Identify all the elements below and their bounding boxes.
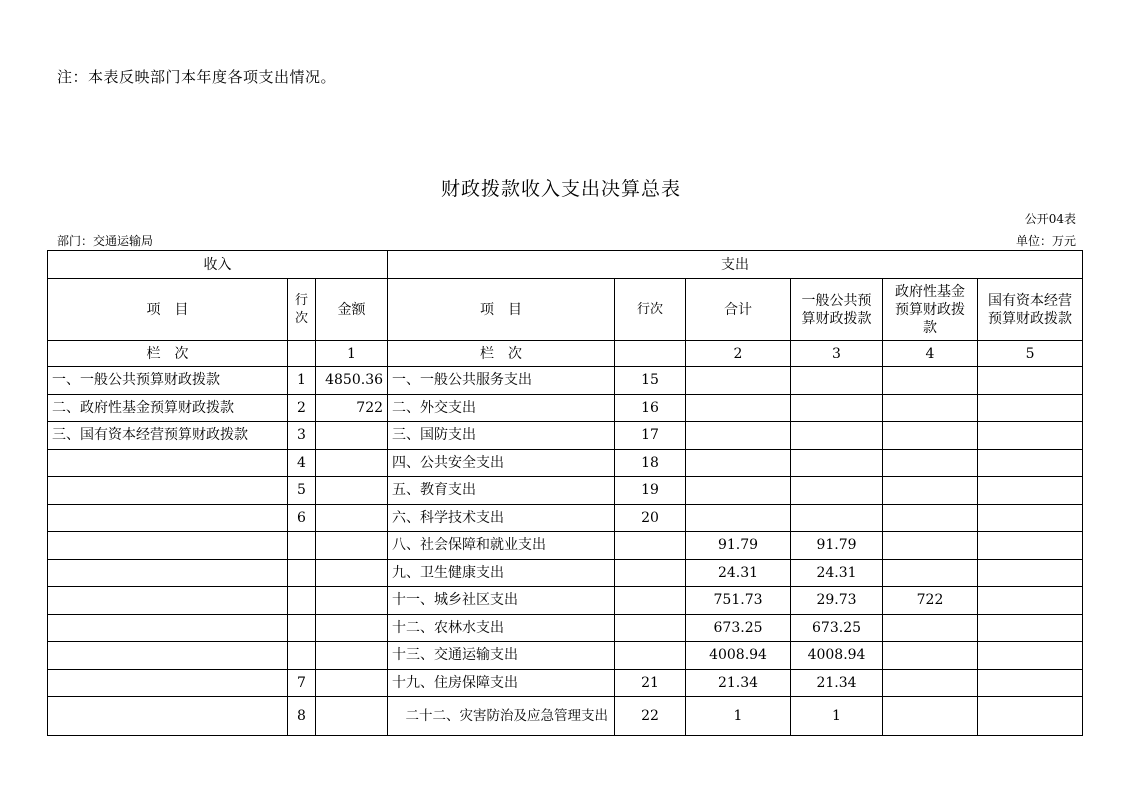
- expense-row-cell: 15: [615, 367, 686, 395]
- income-item-cell: [48, 642, 288, 670]
- total-cell: [686, 504, 791, 532]
- expense-item-text: 二十二、灾害防治及应急管理支出: [405, 707, 609, 724]
- state-capital-cell: [978, 669, 1083, 697]
- general-budget-cell: 91.79: [791, 532, 883, 560]
- table-row: [48, 642, 1083, 670]
- column-index-label: 栏 次: [48, 341, 288, 367]
- total-cell: [686, 422, 791, 450]
- general-budget-cell: 4008.94: [791, 642, 883, 670]
- expense-row-cell: 17: [615, 422, 686, 450]
- total-cell: [686, 449, 791, 477]
- general-budget-header: 一般公共预算财政拨款: [791, 279, 883, 341]
- state-capital-cell: [978, 532, 1083, 560]
- gov-fund-header: 政府性基金预算财政拨款: [883, 279, 978, 341]
- expense-row-cell: 16: [615, 394, 686, 422]
- gov-fund-cell: [883, 394, 978, 422]
- income-amount-cell: [316, 614, 388, 642]
- state-capital-cell: [978, 697, 1083, 736]
- expense-item-cell: 三、国防支出: [388, 422, 615, 450]
- total-cell: 1: [686, 697, 791, 736]
- state-capital-cell: [978, 367, 1083, 395]
- income-amount-cell: [316, 477, 388, 505]
- income-row-cell: 6: [288, 504, 316, 532]
- income-row-no-header: 行次: [288, 279, 316, 341]
- expense-row-cell: [615, 587, 686, 615]
- income-amount-cell: 722: [316, 394, 388, 422]
- table-body: [48, 367, 1083, 736]
- income-amount-header: 金额: [316, 279, 388, 341]
- table-row: [48, 697, 1083, 736]
- table-row: [48, 394, 1083, 422]
- total-cell: 24.31: [686, 559, 791, 587]
- expense-row-cell: 22: [615, 697, 686, 736]
- total-cell: 91.79: [686, 532, 791, 560]
- general-budget-cell: [791, 449, 883, 477]
- table-row: [48, 477, 1083, 505]
- total-cell: 751.73: [686, 587, 791, 615]
- expense-row-cell: 20: [615, 504, 686, 532]
- expense-row-cell: [615, 614, 686, 642]
- income-item-cell: 一、一般公共预算财政拨款: [48, 367, 288, 395]
- gov-fund-cell: [883, 697, 978, 736]
- page-title: 财政拨款收入支出决算总表: [440, 178, 681, 200]
- table-row: [48, 559, 1083, 587]
- expense-item-cell: 九、卫生健康支出: [388, 559, 615, 587]
- general-budget-cell: [791, 477, 883, 505]
- total-cell: [686, 477, 791, 505]
- total-cell: [686, 367, 791, 395]
- gov-fund-cell: [883, 532, 978, 560]
- state-capital-cell: [978, 504, 1083, 532]
- state-capital-cell: [978, 587, 1083, 615]
- expense-item-cell: [388, 697, 615, 736]
- income-amount-cell: [316, 559, 388, 587]
- income-row-cell: 5: [288, 477, 316, 505]
- form-number: 公开04表: [1024, 212, 1076, 226]
- column-index-label: 栏 次: [388, 341, 615, 367]
- table-row: [48, 587, 1083, 615]
- income-item-cell: [48, 449, 288, 477]
- income-row-cell: 7: [288, 669, 316, 697]
- income-item-cell: 二、政府性基金预算财政拨款: [48, 394, 288, 422]
- total-cell: 673.25: [686, 614, 791, 642]
- expense-item-cell: 十九、住房保障支出: [388, 669, 615, 697]
- table-row: [48, 504, 1083, 532]
- income-item-cell: [48, 697, 288, 736]
- income-row-cell: [288, 532, 316, 560]
- column-index-cell: 2: [686, 341, 791, 367]
- general-budget-cell: [791, 504, 883, 532]
- income-row-cell: 8: [288, 697, 316, 736]
- expense-item-cell: 五、教育支出: [388, 477, 615, 505]
- state-capital-header: 国有资本经营预算财政拨款: [978, 279, 1083, 341]
- income-item-cell: [48, 669, 288, 697]
- income-item-cell: [48, 614, 288, 642]
- column-index-cell: [288, 341, 316, 367]
- gov-fund-cell: [883, 642, 978, 670]
- unit-label: 单位：万元: [1015, 234, 1076, 248]
- expense-row-cell: [615, 559, 686, 587]
- gov-fund-cell: [883, 504, 978, 532]
- gov-fund-cell: [883, 669, 978, 697]
- income-row-cell: 3: [288, 422, 316, 450]
- income-item-cell: [48, 504, 288, 532]
- general-budget-cell: 24.31: [791, 559, 883, 587]
- income-amount-cell: [316, 587, 388, 615]
- state-capital-cell: [978, 559, 1083, 587]
- total-header: 合计: [686, 279, 791, 341]
- total-cell: 21.34: [686, 669, 791, 697]
- general-budget-cell: 1: [791, 697, 883, 736]
- expense-item-header: 项 目: [388, 279, 615, 341]
- expense-item-cell: 二、外交支出: [388, 394, 615, 422]
- department-label: 部门：交通运输局: [57, 234, 154, 248]
- column-index-cell: 1: [316, 341, 388, 367]
- income-row-cell: [288, 614, 316, 642]
- column-index-cell: 5: [978, 341, 1083, 367]
- total-cell: [686, 394, 791, 422]
- state-capital-cell: [978, 422, 1083, 450]
- table-row: [48, 532, 1083, 560]
- general-budget-cell: 21.34: [791, 669, 883, 697]
- income-item-cell: [48, 477, 288, 505]
- expense-item-cell: 六、科学技术支出: [388, 504, 615, 532]
- income-row-cell: 1: [288, 367, 316, 395]
- income-section-header: 收入: [48, 251, 388, 279]
- gov-fund-cell: [883, 614, 978, 642]
- state-capital-cell: [978, 614, 1083, 642]
- gov-fund-cell: [883, 559, 978, 587]
- table-row: [48, 449, 1083, 477]
- income-item-cell: 三、国有资本经营预算财政拨款: [48, 422, 288, 450]
- total-cell: 4008.94: [686, 642, 791, 670]
- income-amount-cell: [316, 449, 388, 477]
- income-amount-cell: [316, 697, 388, 736]
- table-row: [48, 367, 1083, 395]
- general-budget-cell: [791, 394, 883, 422]
- expense-row-cell: [615, 532, 686, 560]
- budget-table: [47, 250, 1083, 736]
- expense-row-no-header: 行次: [615, 279, 686, 341]
- income-amount-cell: [316, 504, 388, 532]
- expense-item-cell: 八、社会保障和就业支出: [388, 532, 615, 560]
- income-row-cell: [288, 587, 316, 615]
- expense-row-cell: 21: [615, 669, 686, 697]
- income-row-cell: [288, 642, 316, 670]
- expense-item-cell: 十二、农林水支出: [388, 614, 615, 642]
- general-budget-cell: 673.25: [791, 614, 883, 642]
- expense-item-cell: 十一、城乡社区支出: [388, 587, 615, 615]
- state-capital-cell: [978, 394, 1083, 422]
- expense-row-cell: 19: [615, 477, 686, 505]
- income-item-header: 项 目: [48, 279, 288, 341]
- expense-row-cell: [615, 642, 686, 670]
- income-amount-cell: [316, 532, 388, 560]
- gov-fund-cell: 722: [883, 587, 978, 615]
- column-index-cell: 4: [883, 341, 978, 367]
- footnote: 注：本表反映部门本年度各项支出情况。: [57, 68, 337, 86]
- income-amount-cell: [316, 669, 388, 697]
- table-row: [48, 422, 1083, 450]
- expense-item-cell: 四、公共安全支出: [388, 449, 615, 477]
- income-row-cell: [288, 559, 316, 587]
- gov-fund-cell: [883, 367, 978, 395]
- income-item-cell: [48, 532, 288, 560]
- gov-fund-cell: [883, 477, 978, 505]
- general-budget-cell: [791, 367, 883, 395]
- income-row-cell: 2: [288, 394, 316, 422]
- gov-fund-cell: [883, 449, 978, 477]
- column-index-cell: [615, 341, 686, 367]
- income-amount-cell: 4850.36: [316, 367, 388, 395]
- expense-row-cell: 18: [615, 449, 686, 477]
- general-budget-cell: [791, 422, 883, 450]
- table-row: [48, 669, 1083, 697]
- income-item-cell: [48, 559, 288, 587]
- general-budget-cell: 29.73: [791, 587, 883, 615]
- expense-item-cell: 十三、交通运输支出: [388, 642, 615, 670]
- income-row-cell: 4: [288, 449, 316, 477]
- gov-fund-cell: [883, 422, 978, 450]
- table-row: [48, 614, 1083, 642]
- expense-section-header: 支出: [388, 251, 1083, 279]
- column-index-cell: 3: [791, 341, 883, 367]
- state-capital-cell: [978, 477, 1083, 505]
- income-amount-cell: [316, 642, 388, 670]
- expense-item-cell: 一、一般公共服务支出: [388, 367, 615, 395]
- state-capital-cell: [978, 449, 1083, 477]
- income-amount-cell: [316, 422, 388, 450]
- income-item-cell: [48, 587, 288, 615]
- state-capital-cell: [978, 642, 1083, 670]
